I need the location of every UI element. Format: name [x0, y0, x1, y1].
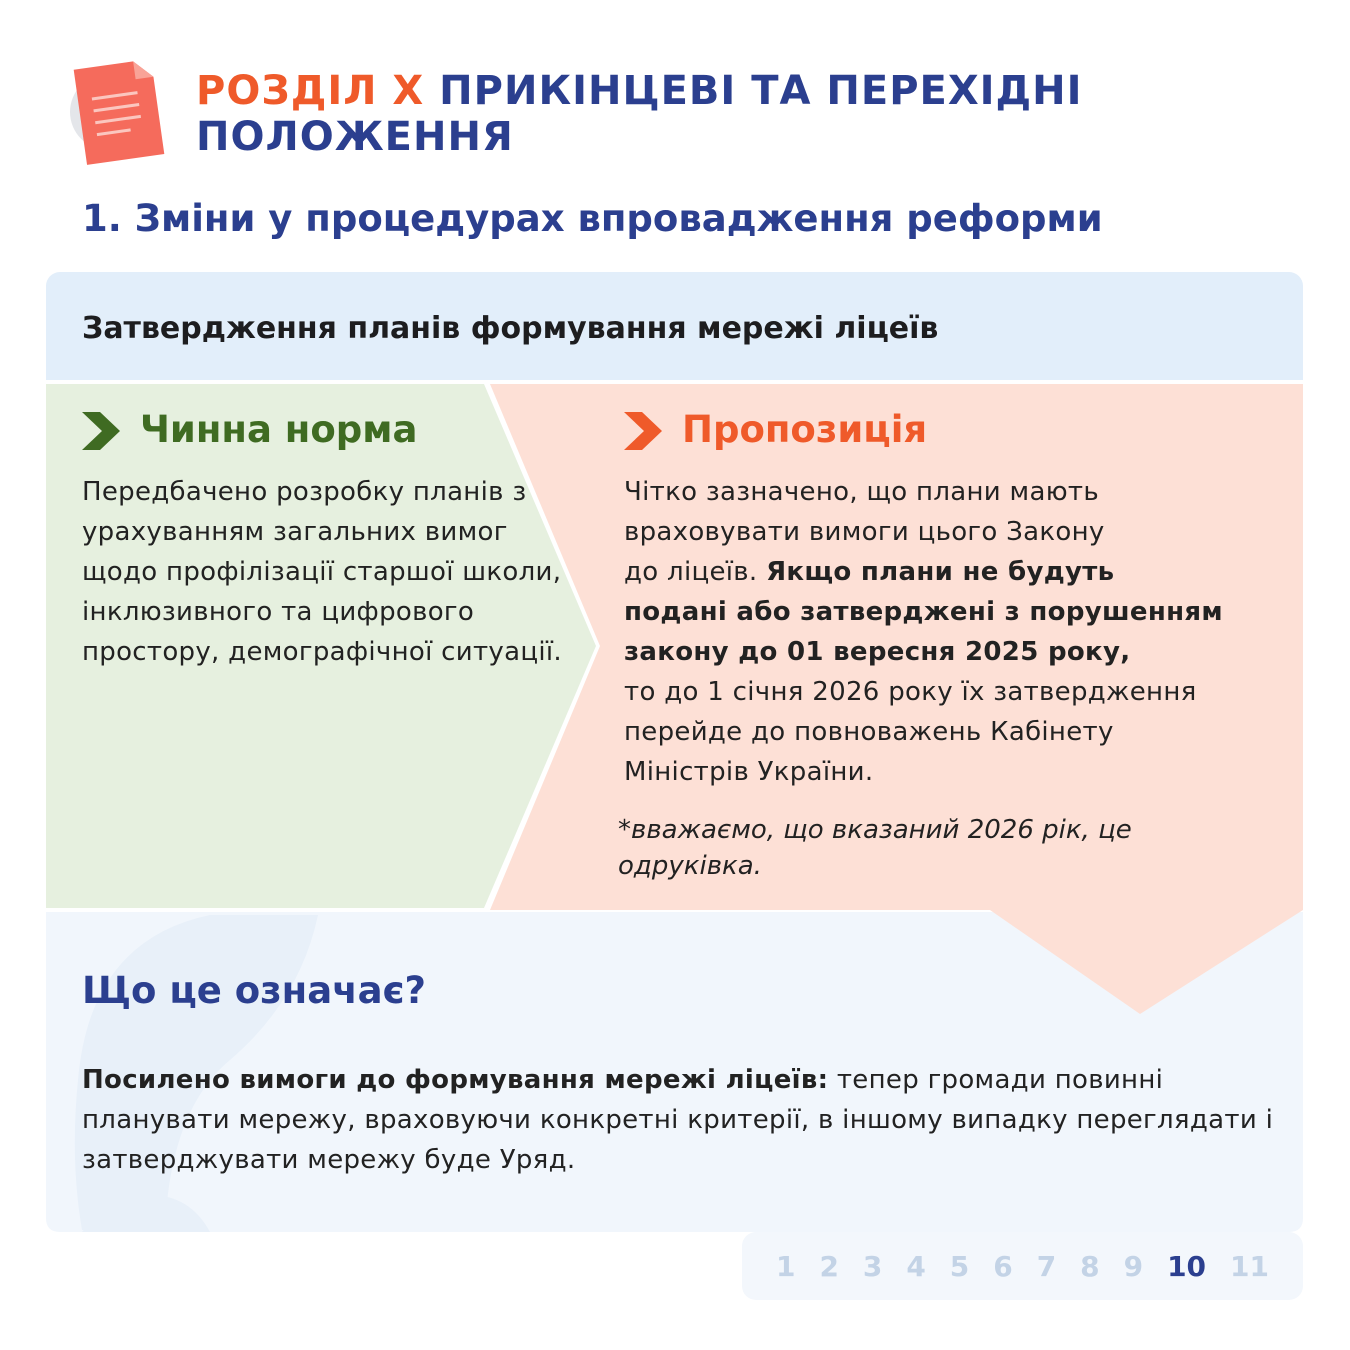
current-norm-title: Чинна норма: [140, 408, 418, 451]
page-link-7[interactable]: 7: [1036, 1249, 1057, 1283]
page-link-1[interactable]: 1: [775, 1249, 796, 1283]
page-link-4[interactable]: 4: [906, 1249, 926, 1283]
proposal-line: перейде до повноважень Кабінету: [624, 717, 1114, 747]
page-link-3[interactable]: 3: [862, 1249, 883, 1283]
page-link-2[interactable]: 2: [819, 1249, 839, 1283]
proposal-line-plain: до ліцеїв.: [624, 557, 767, 587]
page-link-9[interactable]: 9: [1123, 1249, 1144, 1283]
page-link-6[interactable]: 6: [993, 1249, 1013, 1283]
page-link-11[interactable]: 11: [1230, 1249, 1269, 1283]
section-label: РОЗДІЛ X: [196, 68, 425, 114]
meaning-text: [82, 1060, 1292, 1180]
page-link-current[interactable]: 10: [1167, 1249, 1207, 1283]
page-link-5[interactable]: 5: [949, 1249, 970, 1283]
document-icon: [66, 56, 170, 168]
proposal-text: [624, 472, 1284, 792]
pagination: [742, 1232, 1303, 1300]
proposal-line: враховувати вимоги цього Закону: [624, 517, 1105, 547]
page-subtitle: 1. Зміни у процедурах впровадження реформи: [82, 197, 1103, 240]
section-title: ПРИКІНЦЕВІ ТА ПЕРЕХІДНІ ПОЛОЖЕННЯ: [196, 68, 1083, 160]
proposal-line-bold: Якщо плани не будуть: [766, 557, 1115, 587]
section-heading: [196, 68, 1296, 160]
page-link-8[interactable]: 8: [1080, 1249, 1100, 1283]
topic-title: Затвердження планів формування мережі ліцеїв: [82, 311, 939, 346]
current-norm-text: Передбачено розробку планів з урахуванням загальних вимог щодо профілізації старшої школи, інклюзивного та цифрового простору, демографічної ситуації.: [82, 477, 562, 667]
meaning-title: Що це означає?: [82, 969, 426, 1012]
proposal-line: [624, 552, 1284, 592]
proposal-line: Чітко зазначено, що плани мають: [624, 477, 1099, 507]
meaning-rest: тепер громади повинні планувати мережу, враховуючи конкретні критерії, в іншому випадку переглядати і затверджувати мережу буде Уряд.: [82, 1065, 1274, 1175]
proposal-line: то до 1 січня 2026 року їх затвердження: [624, 677, 1197, 707]
proposal-line-bold: закону до 01 вересня 2025 року,: [624, 637, 1131, 667]
meaning-lead: Посилено вимоги до формування мережі ліцеїв:: [82, 1065, 829, 1095]
proposal-note: *вважаємо, що вказаний 2026 рік, це одруківка.: [618, 815, 1132, 881]
proposal-line: Міністрів України.: [624, 757, 874, 787]
proposal-title: Пропозиція: [682, 408, 928, 451]
proposal-line-bold: подані або затверджені з порушенням: [624, 597, 1223, 627]
